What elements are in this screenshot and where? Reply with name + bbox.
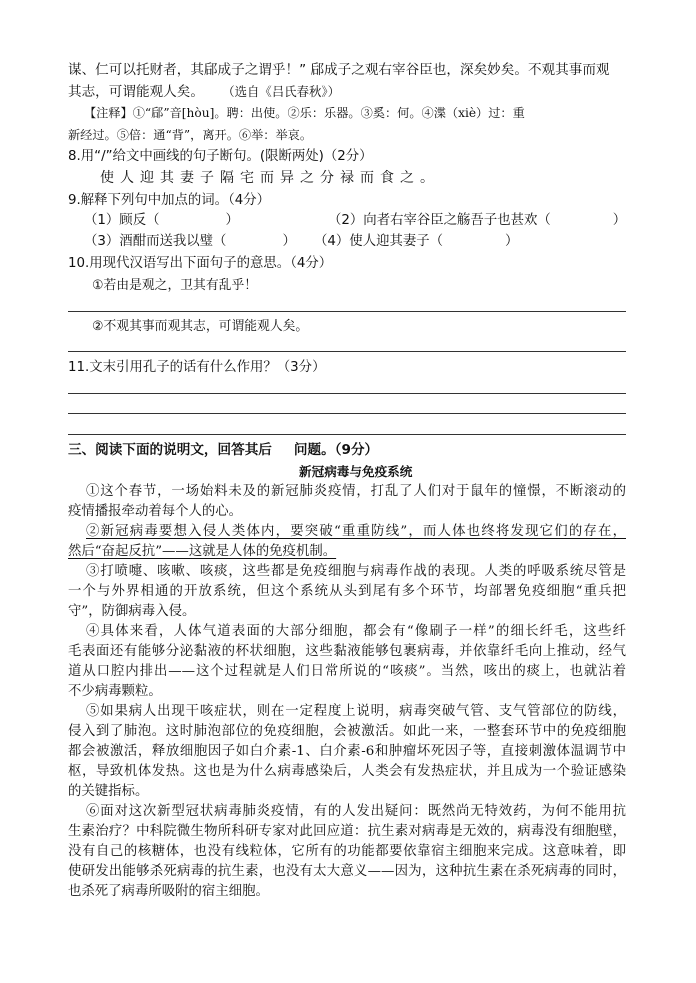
q10-answer-line-2[interactable] — [68, 351, 626, 352]
q9-item-2 — [328, 212, 626, 229]
p6-line-2: 生素治疗？中科院微生物所科研专家对此回应道：抗生素对病毒是无效的，病毒没有细胞壁， — [68, 824, 626, 839]
p3-line-2: 一个与外界相通的开放系统，但这个系统从头到尾有多个环节，均部署免疫细胞“重兵把 — [68, 584, 626, 599]
p6-line-5: 也杀死了病毒所吸附的宿主细胞。 — [68, 884, 269, 899]
p3-line-1: ③打喷嚏、咳嗽、咳痰，这些都是免疫细胞与病毒作战的表现。人类的呼吸系统尽管是 — [86, 564, 626, 579]
q9-item-3-close: ） — [282, 234, 296, 249]
p5-line-2: 侵入到了肺泡。这时肺泡部位的免疫细胞，会被激活。如此一来，一整套环节中的免疫细胞 — [68, 724, 626, 739]
q9-item-1 — [84, 212, 239, 229]
notes-line-2: 新经过。⑤倍：通“背”，离开。⑥举：举哀。 — [68, 128, 313, 142]
p6-line-1: ⑥面对这次新型冠状病毒肺炎疫情，有的人发出疑问：既然尚无特效药，为何不能用抗 — [86, 804, 626, 819]
q10-question: 10.用现代汉语写出下面句子的意思。（4分） — [68, 256, 333, 271]
p3-line-3: 守”，防御病毒入侵。 — [68, 604, 196, 619]
section-3-heading — [68, 442, 378, 459]
p5-line-5: 的关键指标。 — [68, 784, 149, 799]
notes-line-1: 【注释】①“郈”音[hòu]。聘：出使。②乐：乐器。③奚：何。④渫（xiè）过：重 — [84, 106, 525, 120]
section-3-heading-text: 三、阅读下面的说明文，回答其后 — [68, 442, 272, 458]
q8-sentence: 使人迎其妻子隔宅而异之分禄而食之。 — [100, 170, 440, 186]
article-title: 新冠病毒与免疫系统 — [299, 464, 413, 479]
q11-answer-line-1[interactable] — [68, 393, 626, 394]
p4-line-4: 不少病毒颗粒。 — [68, 684, 162, 699]
q9-item-3 — [84, 233, 296, 250]
p4-line-1: ④具体来看，人体气道表面的大部分细胞，都会有“像刷子一样”的细长纤毛，这些纤 — [86, 624, 626, 639]
passage-line-2-text: 其志，可谓能观人矣。 — [68, 84, 204, 100]
p5-line-1: ⑤如果病人出现干咳症状，则在一定程度上说明，病毒突破气管、支气管部位的防线， — [86, 704, 626, 719]
q10-sentence-1: ①若由是观之，卫其有乱乎！ — [92, 278, 258, 293]
p6-line-3: 没有自己的核糖体，也没有线粒体，它所有的功能都要依靠宿主细胞来完成。这意味着，即 — [68, 844, 626, 859]
p6-line-4: 使研发出能够杀死病毒的抗生素，也没有太大意义——因为，这种抗生素在杀死病毒的同时， — [68, 864, 626, 879]
q11-answer-line-2[interactable] — [68, 413, 626, 414]
q10-answer-line-1[interactable] — [68, 311, 626, 312]
q10-sentence-2: ②不观其事而观其志，可谓能观人矣。 — [92, 319, 309, 334]
q11-question: 11.文末引用孔子的话有什么作用？（3分） — [68, 360, 326, 375]
p4-line-3: 道从口腔内排出——这个过程就是人们日常所说的“咳痰”。当然，咳出的痰上，也就沾着 — [68, 664, 626, 679]
passage-source: （选自《吕氏春秋》） — [222, 84, 340, 99]
q9-item-1-close: ） — [225, 213, 239, 228]
p5-line-4: 枢，导致机体发热。这也是为什么病毒感染后，人类会有发热症状，并且成为一个验证感染 — [68, 764, 626, 779]
q9-item-3-text: （3）酒酣而送我以璧（ — [84, 234, 227, 249]
q9-item-1-text: （1）顾反（ — [84, 213, 160, 228]
section-3-heading-tail: 问题。（9分） — [293, 442, 379, 458]
p2-line-1: ②新冠病毒要想入侵人类体内，要突破“重重防线”，而人体也终将发现它们的存在， — [86, 524, 626, 539]
q11-answer-line-3[interactable] — [68, 434, 626, 435]
passage-line-2 — [68, 83, 340, 101]
q9-item-2-text: （2）向者右宰谷臣之觞吾子也甚欢（ — [328, 213, 551, 228]
q8-question: 8.用“/”给文中画线的句子断句。(限断两处)（2分） — [68, 149, 373, 164]
p1-line-2: 疫情播报牵动着每个人的心。 — [68, 504, 243, 519]
passage-line-1: 谋、仁可以托财者，其郈成子之谓乎！” 郈成子之观右宰谷臣也，深矣妙矣。不观其事而观 — [68, 62, 610, 78]
p1-line-1: ①这个春节，一场始料未及的新冠肺炎疫情，打乱了人们对于鼠年的憧憬，不断滚动的 — [86, 484, 626, 499]
q9-item-2-close: ） — [612, 213, 627, 228]
q9-item-4 — [314, 233, 518, 250]
p5-line-3: 都会被激活，释放细胞因子如白介素-1、白介素-6和肿瘤坏死因子等，直接刺激体温调节中 — [68, 744, 626, 759]
p2-line-2: 然后“奋起反抗”——这就是人体的免疫机制。 — [68, 544, 337, 559]
q9-item-4-close: ） — [505, 234, 519, 249]
q9-question: 9.解释下列句中加点的词。（4分） — [68, 193, 271, 208]
p4-line-2: 毛表面还有能够分泌黏液的杯状细胞，这些黏液能够包裹病毒，并依靠纤毛向上推动，经气 — [68, 644, 626, 659]
q9-item-4-text: （4）使人迎其妻子（ — [314, 234, 444, 249]
